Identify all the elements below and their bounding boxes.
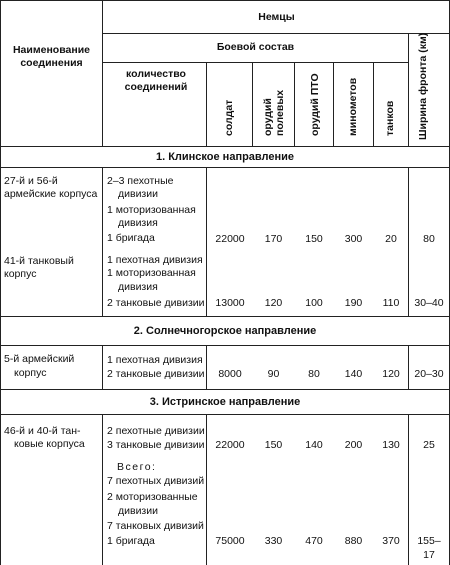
s1r2-field: 120 — [264, 297, 283, 309]
s1r2-front: 30–40 — [414, 297, 444, 309]
s3r1-name-1: 46-й и 40-й тан- — [4, 425, 81, 437]
s1r1-unit-4: дивизия — [118, 217, 158, 229]
totals-unit-3: дивизии — [118, 505, 158, 517]
body-col-1-s1 — [102, 167, 103, 316]
s1r1-name-2: армейские корпуса — [4, 188, 98, 200]
s1r1-soldiers: 22000 — [215, 233, 245, 245]
s1r2-name-1: 41-й танковый — [4, 255, 74, 267]
rule-sec1-top — [0, 167, 450, 168]
col-divider-tanks — [408, 33, 409, 146]
s2r1-at: 80 — [308, 368, 320, 380]
s2r1-name-1: 5-й армейский — [4, 353, 75, 365]
header-tanks: танков — [384, 100, 396, 136]
border-top — [0, 0, 450, 1]
header-group: Боевой состав — [216, 41, 295, 53]
totals-tanks: 370 — [382, 535, 400, 547]
header-field-guns: орудий полевых — [262, 89, 286, 136]
s3r1-unit-2: 3 танковые дивизии — [107, 439, 205, 451]
totals-front-1: 155– — [417, 535, 441, 547]
s3r1-tanks: 130 — [382, 439, 400, 451]
s1r1-mortar: 300 — [344, 233, 363, 245]
col-divider-soldiers — [252, 62, 253, 146]
s1r2-unit-4: 2 танковые дивизии — [107, 297, 205, 309]
body-col-2-s3 — [206, 414, 207, 565]
header-rule-1 — [103, 33, 450, 34]
body-col-1-s2 — [102, 345, 103, 389]
header-side: Немцы — [258, 11, 295, 23]
s3r1-soldiers: 22000 — [215, 439, 245, 451]
s1r2-tanks: 110 — [382, 297, 400, 309]
s1r1-at: 150 — [305, 233, 323, 245]
s1r1-front: 80 — [423, 233, 435, 245]
s1r2-unit-1: 1 пехотная дивизия — [107, 254, 203, 266]
col-divider-at — [333, 62, 334, 146]
rule-sec2-bottom — [0, 389, 450, 390]
rule-sec2-top — [0, 345, 450, 346]
totals-label: Всего: — [117, 461, 157, 473]
s2r1-mortar: 140 — [344, 368, 363, 380]
s2r1-unit-1: 1 пехотная дивизия — [107, 354, 203, 366]
totals-unit-4: 7 танковых дивизий — [107, 520, 204, 532]
totals-field: 330 — [264, 535, 283, 547]
s1r2-unit-3: дивизия — [118, 281, 158, 293]
body-col-2-s2 — [206, 345, 207, 389]
s1r2-unit-2: 1 моторизованная — [107, 267, 196, 279]
s2r1-soldiers: 8000 — [218, 368, 242, 380]
s1r2-at: 100 — [305, 297, 323, 309]
totals-soldiers: 75000 — [215, 535, 245, 547]
header-composition: количество соединений — [124, 68, 188, 93]
s1r2-soldiers: 13000 — [215, 297, 245, 309]
s1r1-tanks: 20 — [385, 233, 397, 245]
s2r1-front: 20–30 — [414, 368, 444, 380]
header-at-guns: орудий ПТО — [309, 73, 321, 136]
s2r1-tanks: 120 — [382, 368, 400, 380]
col-divider-units — [206, 62, 207, 146]
s1r2-name-2: корпус — [4, 268, 37, 280]
rule-head-bottom — [0, 146, 450, 147]
s3r1-front: 25 — [423, 439, 435, 451]
totals-unit-5: 1 бригада — [107, 535, 155, 547]
s1r1-field: 170 — [264, 233, 283, 245]
s3r1-field: 150 — [264, 439, 283, 451]
totals-front-2: 17 — [423, 549, 435, 561]
s3r1-mortar: 200 — [344, 439, 363, 451]
header-name-col: Наименование соединения — [12, 44, 91, 69]
s3r1-unit-1: 2 пехотные дивизии — [107, 425, 205, 437]
s1r1-unit-1: 2–3 пехотные — [107, 175, 174, 187]
rule-sec1-bottom — [0, 316, 450, 317]
header-mortars: минометов — [347, 77, 359, 136]
s3r1-name-2: ковые корпуса — [14, 438, 85, 450]
body-col-2-s1 — [206, 167, 207, 316]
col-divider-field — [294, 62, 295, 146]
totals-unit-2: 2 моторизованные — [107, 491, 198, 503]
s3r1-at: 140 — [305, 439, 323, 451]
header-soldiers: солдат — [223, 99, 235, 136]
border-left — [0, 0, 1, 565]
section-title-3: 3. Истринское направление — [149, 396, 301, 408]
header-rule-2 — [103, 62, 408, 63]
totals-at: 470 — [305, 535, 323, 547]
s1r1-unit-3: 1 моторизованная — [107, 204, 196, 216]
totals-unit-1: 7 пехотных дивизий — [107, 475, 205, 487]
s1r1-name-1: 27-й и 56-й — [4, 175, 58, 187]
s1r1-unit-2: дивизии — [118, 188, 158, 200]
s2r1-name-2: корпус — [14, 367, 47, 379]
body-col-3-s2 — [408, 345, 409, 389]
s2r1-field: 90 — [267, 368, 280, 380]
s2r1-unit-2: 2 танковые дивизии — [107, 368, 205, 380]
s1r2-mortar: 190 — [344, 297, 363, 309]
section-title-1: 1. Клинское направление — [155, 151, 295, 163]
header-front-width: Ширина фронта (км) — [417, 32, 429, 140]
col-divider-mortar — [373, 62, 374, 146]
s1r1-unit-5: 1 бригада — [107, 232, 155, 244]
body-col-1-s3 — [102, 414, 103, 565]
totals-mortar: 880 — [344, 535, 363, 547]
section-title-2: 2. Солнечногорское направление — [133, 325, 317, 337]
rule-sec3-top — [0, 414, 450, 415]
